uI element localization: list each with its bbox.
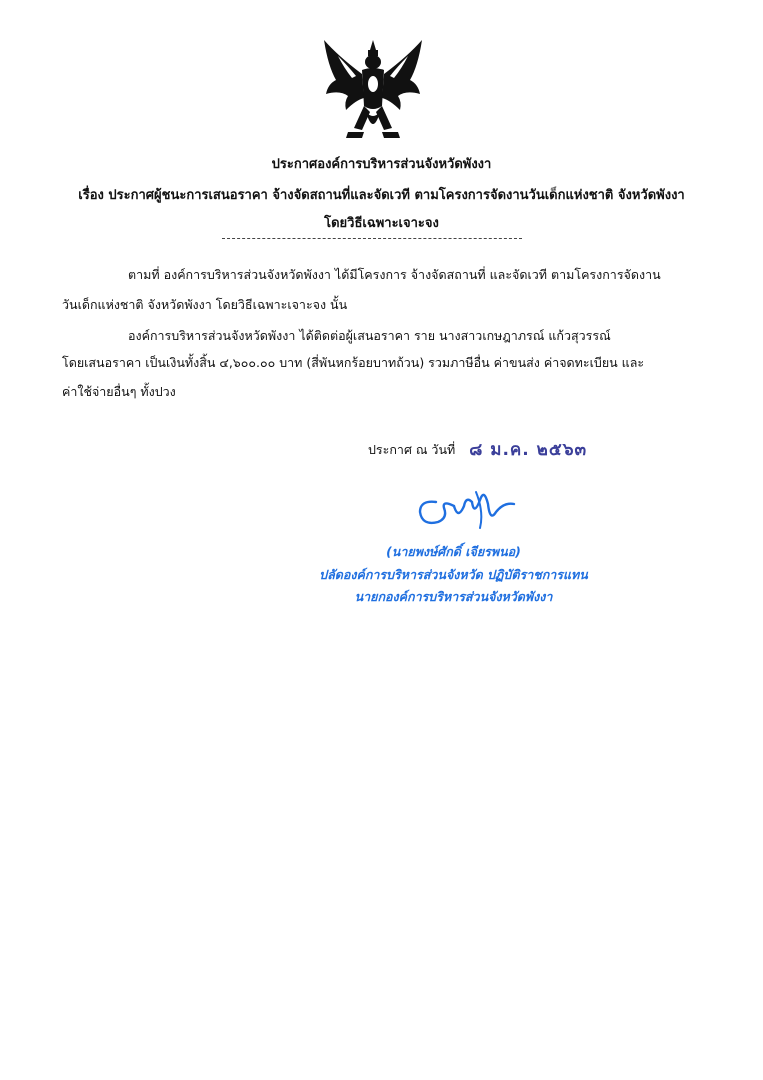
paragraph-2-line-3: ค่าใช้จ่ายอื่นๆ ทั้งปวง: [62, 384, 176, 399]
announcement-subject: เรื่อง ประกาศผู้ชนะการเสนอราคา จ้างจัดสถานที่และจัดเวที ตามโครงการจัดงานวันเด็กแห่งชาติ จังหวัดพังงา: [78, 188, 685, 203]
header-divider: [222, 238, 522, 239]
paragraph-2-line-2: โดยเสนอราคา เป็นเงินทั้งสิ้น ๔,๖๐๐.๐๐ บาท (สี่พันหกร้อยบาทถ้วน) รวมภาษีอื่น ค่าขนส่ง ค่าจดทะเบียน และ: [62, 355, 645, 370]
date-stamp: ๘ ม.ค. ๒๕๖๓: [469, 440, 588, 460]
procurement-method: โดยวิธีเฉพาะเจาะจง: [324, 216, 439, 231]
signer-position-1: ปลัดองค์การบริหารส่วนจังหวัด ปฏิบัติราชการแทน: [319, 567, 588, 582]
paragraph-1-line-1: ตามที่ องค์การบริหารส่วนจังหวัดพังงา ได้มีโครงการ จ้างจัดสถานที่ และจัดเวที ตามโครงการจัดงาน: [128, 267, 661, 282]
signer-position-2: นายกองค์การบริหารส่วนจังหวัดพังงา: [354, 589, 553, 604]
handwritten-signature-icon: [414, 482, 524, 534]
announcement-title: ประกาศองค์การบริหารส่วนจังหวัดพังงา: [271, 157, 492, 172]
paragraph-2-line-1: องค์การบริหารส่วนจังหวัดพังงา ได้ติดต่อผู้เสนอราคา ราย นางสาวเกษฎาภรณ์ แก้วสุวรรณ์: [128, 328, 611, 343]
garuda-emblem-icon: [318, 36, 428, 146]
signer-name: (นายพงษ์ศักดิ์ เจียรพนอ): [386, 544, 521, 559]
paragraph-1-line-2: วันเด็กแห่งชาติ จังหวัดพังงา โดยวิธีเฉพาะเจาะจง นั้น: [62, 297, 348, 312]
date-label: ประกาศ ณ วันที่: [368, 441, 456, 457]
announcement-date-row: [368, 436, 587, 463]
